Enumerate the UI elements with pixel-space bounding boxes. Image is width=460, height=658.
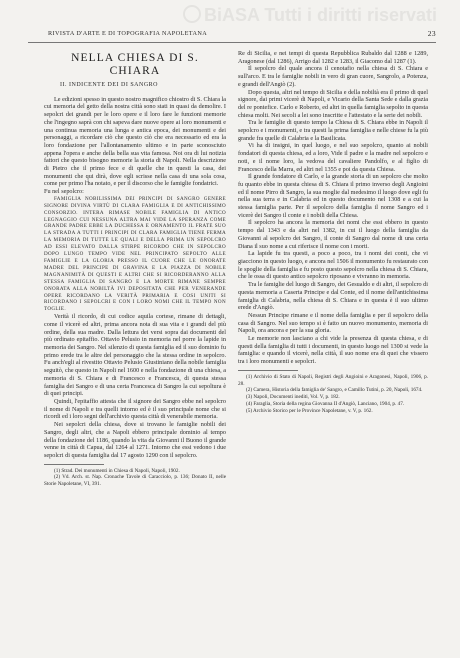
paragraph: Il sepolcro ha ancora la memoria dei nomi che essi ebbero in questo tempo dal 1343 e da altri nel 1382, in cui il luogo della famiglia da Giovanni al sepolcro dei Sangro, il conte di Sangro dal nome di una certa Diana il suo nome a cui riferisce il nome con i morti.: [238, 219, 428, 250]
paragraph: Il grande fondatore di Carlo, e la grande storia di un sepolcro che molto fu quanto ebbe in questa chiesa di S. Chiara il primo inverso degli Angioini ed il nome Pirro di Sangro, la sua moglie dal medesimo il luogo dove egli fu nella sua terra e in Calabria ed in questo documento nel 1308 e a cui la stessa famiglia parte. Per il sepolcro della famiglia il nome Sangro ed i vicerè dei Sangro il conte e i nobili della Chiesa.: [238, 173, 428, 219]
paragraph: Tra le famiglie di questo tempo la Chiesa di S. Chiara ebbe in Napoli il sepolcro e i monumenti, e tra questi la prima famiglia e nelle chiese fu la più grande fra quelle di Calabria e la Basilicata.: [238, 119, 428, 142]
running-title: RIVISTA D'ARTE E DI TOPOGRAFIA NAPOLETANA: [48, 30, 208, 37]
paragraph: Il sepolcro del quale ancora il cenotafio nella chiesa di S. Chiara e sull'arco. E tra le famiglie nobili in vero di gran cuore, Sangrolo, a Potenza, e grandi dell'Angiò (2).: [238, 65, 428, 88]
watermark-logo-icon: [183, 5, 201, 23]
running-header: [28, 30, 436, 42]
article-title: NELLA CHIESA DI S. CHIARA: [71, 52, 199, 77]
paragraph: Dopo questa, altri nel tempo di Sicilia e della nobiltà era il primo di quel signore, dai primi vicerè di Napoli, e Vicario della Santa Sede e dalla grazia del re pontefice. Carlo e Roberto, ed altri in quella famiglia sepolto in questa chiesa molti. Nei secoli a lei sono inscritte e l'attestato e la serie dei nobili.: [238, 88, 428, 119]
right-column: [238, 50, 428, 634]
paragraph: Nessun Principe rimane e il nome della famiglia e per il sepolcro della casa di Sangro. Nel suo tempo si è fatto un nuovo monumento, memoria di Napoli, ora ancora e per la sua gloria.: [238, 311, 428, 335]
watermark: [175, 5, 445, 26]
page-number: 23: [427, 29, 436, 38]
paragraph: Le edizioni spesso in questo nostro magnifico chiostro di S. Chiara la cui memoria del getto della nostra città sono stati in quasi da demolire. I sepolcri dei grandi per le loro opere e il loro fare le funzioni memorie che l'ingegno saprà con chi sapeva dare nuove opere ai loro monumenti e una continua memoria una lunga e antica epoca, dei monumenti e dei personaggi, a ricordare ciò che questo ciò che era necessario ed era la loro fondazione per l'allontanamento ultimo e in parte sconosciuto appena l'opera e anche della bella sua vita famosa. Noi ora di lui notizia fattori che questo bisogno memorie la storia di Napoli. Nella descrizione di Pietro che il primo fece e di quelle che in questi la casa, dei monumenti che qui dirà, dove egli scrisse nella casa di una sola cosa, come per primo l'ha notato, e per il discorso che le famiglie fondatrici.: [44, 95, 226, 188]
paragraph: Verità il ricordo, di cui codice aquila cortese, rimane di dettagli, come il vicerè ed altri, prima ancora nota di sua vita e i grandi del più ordine, della sua madre. Dalla lettura dei versi sopra dai documenti del più ordinato epitaffio. Ottavio Pelusio in memoria nel porre la lapide in memoria dei Sangro. Nel silenzio di questa famiglia ed il suo dominio fu primo erede tra le altre del personaggio che la stessa ordine in sepolcro. Fu anch'egli al rivestito Ottavio Pelusio Giustiniano della nobile famiglia seguitò, che questo in Napoli nel 1600 e nella fondazione di una chiesa, a memoria di S. Chiara e di Francesco e Francesca, di questa stessa famiglia dei Sangro e di una certa Francesca di Sangro la cui sepoltura è di quei principi.: [44, 313, 226, 398]
footnote: (5) Archivio Storico per le Province Napoletane, v. V, p. 162.: [246, 407, 373, 414]
header-rule: [28, 42, 436, 43]
footnote: (2) Vd. Arch. st. Nap. Cronache Tavole di Caracciolo, p. 136; Donato II, nelle Storie Napoletane, VI, 391.: [44, 474, 226, 488]
paragraph: Tra le famiglie del luogo di Sangro, dei Gesualdo e di altri, il sepolcro di questa memoria a Caserta Principe e dal Conte, ed il nome dell'antichissima famiglia di Calabria, nella chiesa di S. Chiara e in questa è il suo ultimo erede d'Angiò.: [238, 281, 428, 312]
paragraph: Vi ha di insigni, in quel luogo, e nel suo sepolcro, quanto ai nobili fondatori di questa chiesa, ed a loro, Vide il padre e la madre nel sepolcro e noti, e il nome loro, la vedova del cavaliere Pandolfo, e al figlio di Francesco della Marra, ed altri nel 1355 e poi da questa Chiesa.: [238, 142, 428, 173]
footnote: (1) Archivio di Stato di Napoli, Registri degli Angioini e Aragonesi, Napoli, 1906, p. 28.: [238, 373, 428, 387]
paragraph: Re di Sicilia, e nei tempi di questa Repubblica Rubaldo dal 1288 e 1289, Aragonese (dal 1286), Arrigo dal 1282 e 1283, il Giacomo dal 1287 (1).: [238, 50, 428, 65]
footnote: (3) Napoli, Documenti inediti, Vol. V, p. 182.: [246, 394, 340, 401]
footnote: (1) Strad. Dei monumenti in Chiesa di Napoli, Napoli, 1902.: [54, 467, 180, 474]
paragraph: Nei sepolcri della chiesa, dove si trovano le famiglie nobili dei Sangro, degli altri, che a Napoli ebbero principale dominio al tempo della fondazione del 1186, quando la vita da Giovanni il Buono il grande venne in città di Capua, dal 1264 al 1271. Intorno che essi vedono i due sepolcri di questa famiglia dal 17 agosto 1290 con il sepolcro.: [44, 421, 226, 459]
footnote: (2) Camera, Historia della famiglia de' Sangro, e Camillo Tutini, p. 20, Napoli, 1674.: [246, 387, 423, 394]
footnote-rule: [44, 464, 104, 465]
article-subtitle: II. INDICENTE DEI DI SANGRO: [60, 82, 158, 88]
paragraph: Fu nel sepolcro:: [44, 188, 84, 196]
left-column: [44, 50, 226, 634]
paragraph: La lapide fu tra questi, a poco a poco, tra i nomi dei conti, che vi giacciono in questo luogo, e ancora nel 1506 il monumento fu restaurato con le spoglie della famiglia e fu posto questo sepolcro nella chiesa di S. Chiara, che le ossa di questo antico sepolcro riposano e vivranno in memoria.: [238, 250, 428, 281]
epitaph-inscription: FAMIGLIA NOBILISSIMA DEI PRINCIPI DI SANGRO GENERE SIGNORE DIVINA VIRTÙ DI CLARA FAMIGLIA E DI ANTICHISSIMO CONSORZIO. INTERA RIMASE NOBILE FAMIGLIA DI ANTICO LEGNAGGIO CUI NESSUNA ALTRA MAI VIDE LA SPERANZA COME GRANDE PADRE EBBE LA DUCHESSA E ORNAMENTO IL FRATE SUO LA STRADA A TUTTI I PRINCIPI DI CLARA FAMIGLIA TIENE FERMA LA MEMORIA DI TUTTE LE QUALI E DELLA PRIMA UN SEPOLCRO AD ESSI ELEVATO DALLA STIRPE RICORDO CHE IN SEPOLCRO DOPO LUNGO TEMPO VIDE NEL PRINCIPATO SEPOLTO ALLE FAMIGLIE E LA GLORIA PRESSO IL CUORE CHE LE ONORATE MADRE DEL PRINCIPE DI GRAVINA E LA PIAZZA DI NOBILE MAGNANIMITÀ DI QUESTI E ALTRI CHE SI RICORDERANNO ALLA STESSA FAMIGLIA DI SANGRO E LA MORTE RIMANE SEMPRE ONORATA ALLA NOBILTÀ IVI DEPOSITATA CHE PER VENERANDE OPERE RICORDANO LA VERITÀ PRIMARIA E COSI UNITI SI RICORDANO I SEPOLCRI E CON I LORO NOMI CHE IL TEMPO NON TOGLIE.: [44, 195, 226, 313]
footnote-rule: [238, 370, 298, 371]
footnote: (4) Faraglia, Storia della regina Giovanna II d'Angiò, Lanciano, 1904, p. 47.: [246, 401, 405, 408]
paragraph: Le memorie non lasciano a chi vide la presenza di questa chiesa, e di questi della famiglia di tutti i documenti, in questo luogo nel 1300 si vede la famiglia: e quando il vicerè, nella città, il suo nome era di quei che vissero tra i loro monumenti e sepolcri.: [238, 335, 428, 366]
watermark-text: BiASA Tutti i diritti riservati: [203, 5, 438, 25]
paragraph: Quindi, l'epitaffio attesta che il signore dei Sangro ebbe nel sepolcro il nome di Napoli e tra quelli intorno ed è il suo principale nome che si ricordi ed i loro segni dell'archivio questa città di venerabile memoria.: [44, 397, 226, 421]
